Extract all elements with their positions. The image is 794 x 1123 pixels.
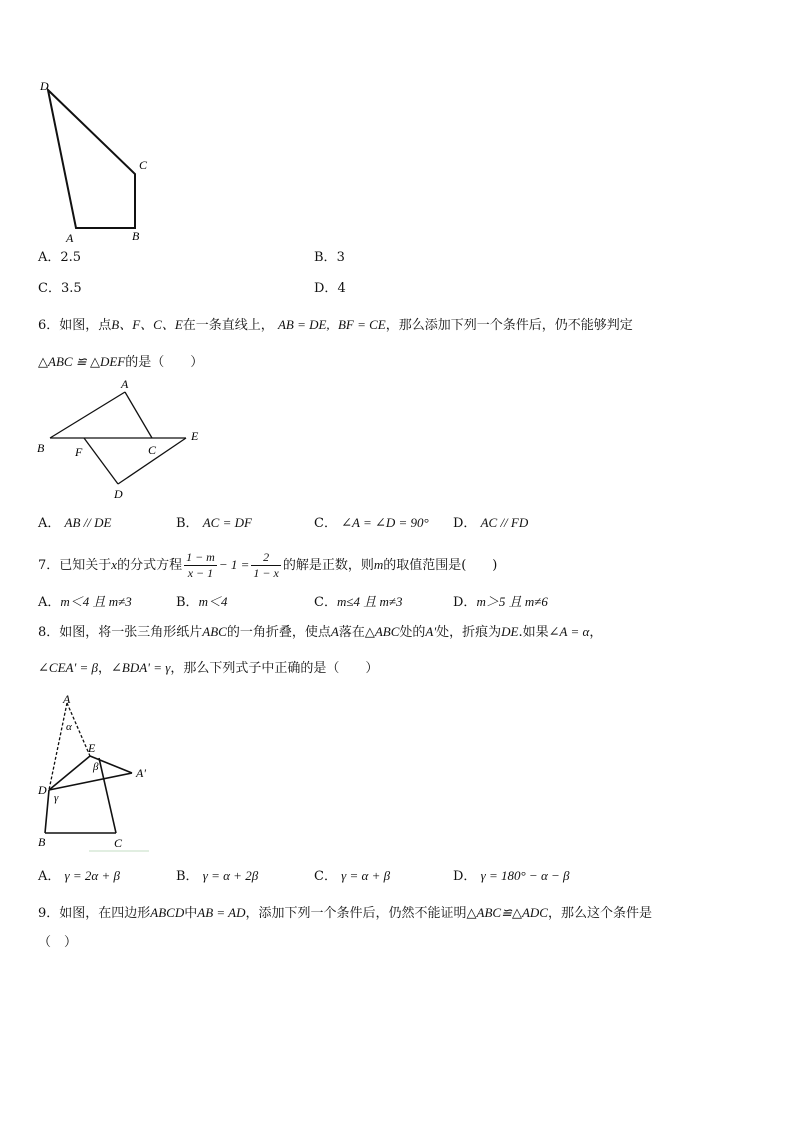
- fig8-label-beta: β: [93, 761, 99, 773]
- q7-text: 的取值范围是( ): [383, 558, 498, 573]
- fig6-label-C: C: [148, 443, 157, 457]
- q8-text: 落在: [338, 625, 365, 640]
- q7-option-c: [314, 593, 403, 612]
- option-text: AC // FD: [480, 515, 529, 530]
- fig6-label-F: F: [75, 445, 83, 459]
- option-text: γ = α + 2β: [202, 868, 259, 883]
- q6-stem-line1: [38, 316, 633, 335]
- q6-option-d: [453, 514, 528, 533]
- option-letter: A．: [38, 516, 61, 531]
- q8-condition-beta: ∠CEA' = β: [38, 660, 98, 675]
- q8-text: ，: [589, 625, 603, 640]
- q7-equation-middle: − 1 =: [218, 557, 250, 572]
- fraction-numerator: 1 − m: [186, 550, 215, 564]
- q6-congruence: △ABC ≌ △DEF: [38, 354, 126, 369]
- option-letter: C．: [314, 595, 337, 610]
- q8-option-b: [176, 867, 258, 886]
- fig8-label-gamma: γ: [54, 792, 59, 804]
- q7-text: 的解是正数，则: [282, 558, 374, 573]
- q8-stem-line2: [38, 659, 378, 678]
- option-letter: C．: [314, 516, 337, 531]
- q8-stem-line1: [38, 623, 602, 642]
- q8-text: ，那么下列式子中正确的是（ ）: [170, 661, 379, 676]
- option-text: 2.5: [60, 250, 82, 265]
- fig8-label-alpha: α: [66, 721, 72, 733]
- option-letter: A．: [38, 595, 61, 610]
- option-letter: B．: [176, 595, 199, 610]
- q5-figure: [36, 76, 166, 246]
- fraction-denominator: x − 1: [187, 566, 214, 580]
- q7-option-d: [453, 593, 548, 612]
- option-text: 4: [337, 281, 346, 296]
- option-letter: B．: [176, 516, 199, 531]
- q5-option-d: [314, 280, 346, 298]
- fraction-denominator: 1 − x: [253, 566, 279, 580]
- q9-math: ABCD: [150, 905, 185, 920]
- fig6-label-B: B: [37, 441, 45, 455]
- option-letter: D．: [453, 595, 477, 610]
- option-text: γ = 2α + β: [64, 868, 120, 883]
- q6-condition-1: AB = DE,: [277, 317, 330, 332]
- q6-figure: [34, 376, 209, 504]
- q9-text: 9．如图，在四边形: [38, 906, 151, 921]
- fraction-numerator: 2: [251, 550, 280, 566]
- q7-fraction-1: [184, 550, 217, 581]
- option-text: m＜4 且 m≠3: [60, 594, 132, 609]
- option-letter: B．: [176, 869, 199, 884]
- fig6-label-D: D: [114, 487, 123, 501]
- q8-condition-gamma: ∠BDA' = γ: [111, 660, 171, 675]
- q8-text: .如果: [518, 625, 549, 640]
- option-letter: B．: [314, 250, 337, 265]
- q9-text: ，那么这个条件是: [547, 906, 652, 921]
- q6-option-a: [38, 514, 111, 533]
- option-text: m＜4: [198, 594, 228, 609]
- q7-text: 7．已知关于: [38, 558, 112, 573]
- q8-math: △ABC: [364, 624, 400, 639]
- option-text: γ = 180° − α − β: [480, 868, 570, 883]
- q8-text: 的一角折叠，使点: [226, 625, 331, 640]
- q7-option-b: [176, 593, 227, 612]
- q8-text: 8．如图，将一张三角形纸片: [38, 625, 203, 640]
- option-text: 3: [336, 250, 345, 265]
- q5-option-c: [38, 280, 82, 298]
- fig5-label-A: A: [66, 231, 74, 245]
- fig8-label-D: D: [38, 783, 47, 797]
- q5-option-b: [314, 249, 345, 267]
- q6-text: 的是（ ）: [125, 355, 204, 370]
- q8-math: A: [330, 624, 339, 639]
- option-text: AB // DE: [64, 515, 112, 530]
- fig8-label-B: B: [38, 835, 46, 849]
- q6-stem-line2: [38, 353, 203, 372]
- option-text: m＞5 且 m≠6: [476, 594, 548, 609]
- option-letter: C．: [314, 869, 337, 884]
- q7-option-a: [38, 593, 132, 612]
- option-letter: C．: [38, 281, 61, 296]
- fig8-label-C: C: [114, 836, 123, 850]
- q5-option-a: [38, 249, 81, 267]
- q8-math: DE: [501, 624, 519, 639]
- q7-text: 的分式方程: [117, 558, 183, 573]
- option-letter: A．: [38, 869, 61, 884]
- option-letter: A．: [38, 250, 61, 265]
- fig5-label-B: B: [132, 229, 140, 243]
- q8-text: ，: [97, 661, 111, 676]
- q9-text: ，添加下列一个条件后，仍然不能证明: [245, 906, 467, 921]
- option-text: γ = α + β: [341, 868, 391, 883]
- q6-points: B、F、C、E: [111, 317, 183, 332]
- q8-option-c: [314, 867, 390, 886]
- q9-stem-line2: （ ）: [38, 935, 78, 950]
- option-letter: D．: [453, 516, 477, 531]
- q9-stem-line1: [38, 904, 652, 923]
- fig6-label-E: E: [191, 429, 199, 443]
- q8-figure: [34, 690, 174, 858]
- option-text: AC = DF: [202, 515, 252, 530]
- fig8-label-E: E: [88, 741, 96, 755]
- fig5-label-D: D: [40, 79, 49, 93]
- option-text: m≤4 且 m≠3: [336, 594, 403, 609]
- q5-quadrilateral: [48, 90, 135, 228]
- option-text: ∠A = ∠D = 90°: [341, 515, 429, 530]
- q7-variable-m: m: [373, 557, 384, 572]
- q7-stem: [38, 546, 497, 585]
- q8-math: A': [425, 624, 437, 639]
- fig6-label-A: A: [121, 377, 129, 391]
- q8-math: ABC: [202, 624, 227, 639]
- option-letter: D．: [314, 281, 338, 296]
- q8-option-d: [453, 867, 570, 886]
- q8-option-a: [38, 867, 120, 886]
- q6-condition-2: BF = CE: [337, 317, 386, 332]
- q9-condition: AB = AD: [197, 905, 246, 920]
- fig8-label-A: A: [63, 692, 71, 706]
- q6-text: 在一条直线上，: [182, 318, 274, 333]
- q8-condition-alpha: ∠A = α: [548, 624, 590, 639]
- q6-option-c: [314, 514, 429, 533]
- fig5-label-C: C: [139, 158, 148, 172]
- q9-text: 中: [184, 906, 198, 921]
- q7-fraction-2: [251, 550, 280, 581]
- q9-congruence: △ABC≌△ADC: [466, 905, 548, 920]
- q6-option-b: [176, 514, 252, 533]
- q8-text: 处的: [399, 625, 426, 640]
- q6-text: ，那么添加下列一个条件后，仍不能够判定: [385, 318, 633, 333]
- fig8-label-A-prime: A': [136, 766, 146, 780]
- option-text: 3.5: [60, 281, 82, 296]
- option-letter: D．: [453, 869, 477, 884]
- q7-variable-x: x: [111, 557, 118, 572]
- q8-text: 处，折痕为: [436, 625, 502, 640]
- q6-text: 6．如图，点: [38, 318, 112, 333]
